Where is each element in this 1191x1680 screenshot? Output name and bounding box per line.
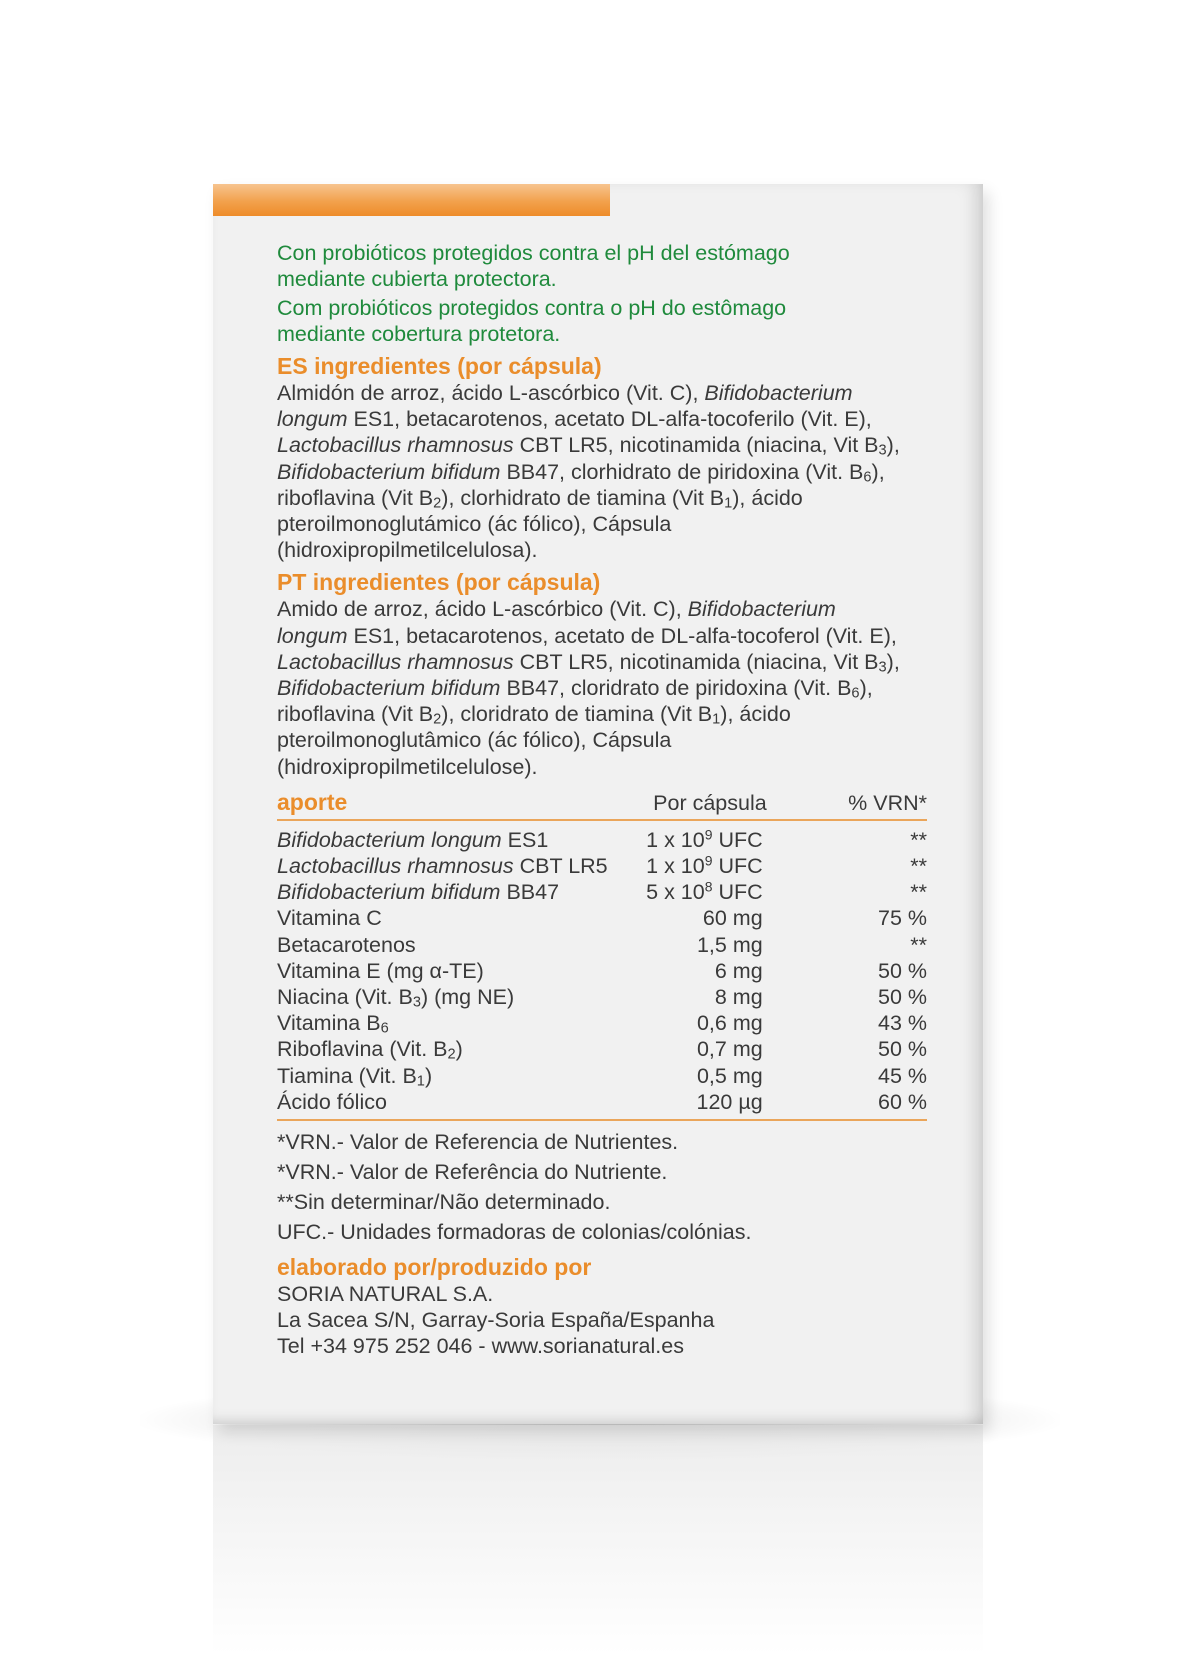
header-aporte: aporte xyxy=(277,786,646,820)
note-vrn-es: *VRN.- Valor de Referencia de Nutrientes. xyxy=(277,1130,679,1155)
es-ingredients-text: Almidón de arroz, ácido L-ascórbico (Vit. C), Bifidobacterium longum ES1, betacarotenos, acetato DL-alfa-tocoferilo (Vit. E), Lactobacillus rhamnosus CBT LR5, nicotinamida (niacina, Vit $B_3$), Bifidobacterium bifidum BB47, clorhidrato de piridoxina (Vit. $B_6$), riboflavina (Vit $B_2$), clorhidrato de tiamina (Vit $B_1$), ácido pteroilmonoglutámico (ác fólico), Cápsula (hidroxipropilmetilcelulosa). xyxy=(277,381,900,563)
table-row: Niacina (Vit. $B_3$) (mg NE) 8 mg 50 % xyxy=(277,985,927,1011)
header-per-capsule: Por cápsula xyxy=(646,786,809,820)
table-row: Tiamina (Vit. $B_1$) 0,5 mg 45 % xyxy=(277,1063,927,1090)
nutrition-table-header xyxy=(277,786,927,820)
table-row: Bifidobacterium bifidum BB47 5 x $10^8$ UFC ** xyxy=(277,878,927,905)
claim-es: Con probióticos protegidos contra el pH del estómago mediante cubierta protectora. xyxy=(277,241,790,291)
orange-accent-bar xyxy=(213,184,610,216)
table-row: Vitamina E (mg α-TE) 6 mg 50 % xyxy=(277,958,927,983)
product-box-back-panel xyxy=(213,184,983,1424)
header-vrn: % VRN* xyxy=(809,786,927,820)
label-content xyxy=(277,240,927,1360)
note-ufc: UFC.- Unidades formadoras de colonias/colónias. xyxy=(277,1220,752,1245)
table-row: Ácido fólico 120 µg 60 % xyxy=(277,1089,927,1120)
table-row: Vitamina C 60 mg 75 % xyxy=(277,906,927,931)
es-ingredients-heading: ES ingredientes (por cápsula) xyxy=(277,353,602,379)
pt-ingredients-text: Amido de arroz, ácido L-ascórbico (Vit. C), Bifidobacterium longum ES1, betacarotenos, acetato de DL-alfa-tocoferol (Vit. E), Lactobacillus rhamnosus CBT LR5, nicotinamida (niacina, Vit $B_3$), Bifidobacterium bifidum BB47, cloridrato de piridoxina (Vit. $B_6$), riboflavina (Vit $B_2$), cloridrato de tiamina (Vit $B_1$), ácido pteroilmonoglutâmico (ác fólico), Cápsula (hidroxipropilmetilcelulose). xyxy=(277,597,900,779)
pt-ingredients-heading: PT ingredientes (por cápsula) xyxy=(277,569,601,596)
manufacturer-contact: Tel +34 975 252 046 - www.sorianatural.es xyxy=(277,1334,684,1359)
manufacturer-name: SORIA NATURAL S.A. xyxy=(277,1282,494,1307)
table-row: Lactobacillus rhamnosus CBT LR5 1 x $10^9$ UFC ** xyxy=(277,852,927,879)
note-vrn-pt: *VRN.- Valor de Referência do Nutriente. xyxy=(277,1160,668,1185)
claim-pt: Com probióticos protegidos contra o pH do estômago mediante cobertura protetora. xyxy=(277,296,787,346)
table-row: Betacarotenos 1,5 mg ** xyxy=(277,932,927,957)
nutrition-table xyxy=(277,786,927,1121)
manufacturer-heading: elaborado por/produzido por xyxy=(277,1254,592,1281)
table-row: Vitamina $B_6$ 0,6 mg 43 % xyxy=(277,1011,927,1037)
manufacturer-address: La Sacea S/N, Garray-Soria España/Espanha xyxy=(277,1308,715,1333)
table-row: Riboflavina (Vit. $B_2$) 0,7 mg 50 % xyxy=(277,1037,927,1064)
box-reflection xyxy=(213,1425,983,1655)
table-row: Bifidobacterium longum ES1 1 x $10^9$ UFC ** xyxy=(277,826,927,852)
note-undetermined: **Sin determinar/Não determinado. xyxy=(277,1190,611,1215)
